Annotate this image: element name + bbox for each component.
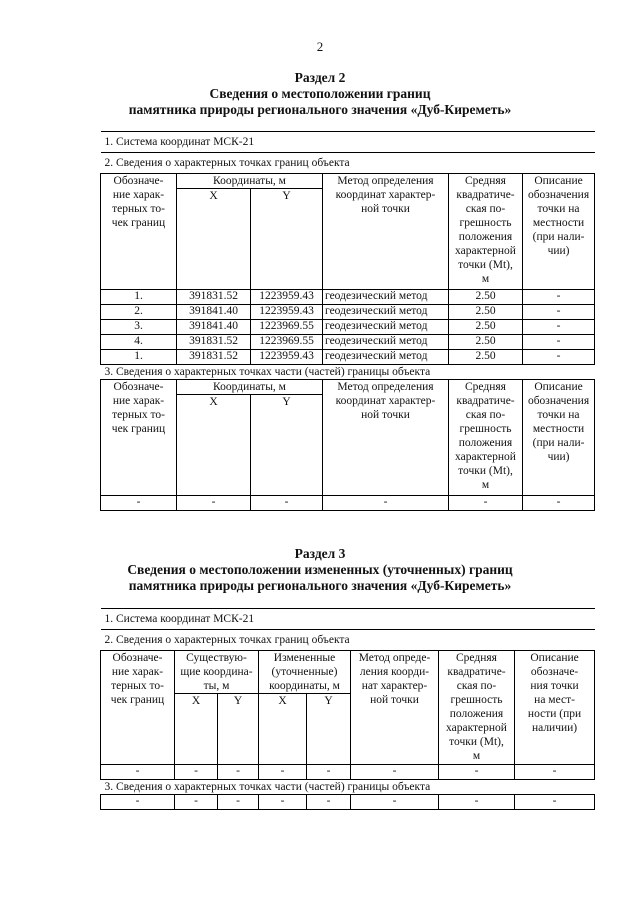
s2-parts-row: 3. Сведения о характерных точках части (частей) границы объекта bbox=[101, 365, 595, 380]
section2-points-table bbox=[100, 131, 595, 511]
s2-coordinates-header: Координаты, м bbox=[177, 174, 323, 189]
section2-heading bbox=[0, 70, 640, 118]
s2-parts-designation-header: Обозначе- ние харак- терных то- чек границ bbox=[101, 380, 177, 496]
s2-error-header: Средняя квадратиче- ская по- грешность положения характерной точки (Mt), м bbox=[449, 174, 523, 290]
table-row: 4. 391831.52 1223969.55 геодезический метод 2.50 - bbox=[101, 335, 595, 350]
section3-title: Раздел 3 bbox=[294, 546, 346, 561]
table-row: - - - - - - bbox=[101, 496, 595, 511]
s3-existing-y-header: Y bbox=[218, 694, 259, 765]
section3-subtitle-1: Сведения о местоположении измененных (уточненных) границ bbox=[127, 562, 513, 577]
s3-changed-x-header: X bbox=[259, 694, 307, 765]
s2-parts-method-header: Метод определения координат характер- ной точки bbox=[323, 380, 449, 496]
s3-points-row: 2. Сведения о характерных точках границ объекта bbox=[101, 630, 595, 651]
s3-description-header: Описание обозначе- ния точки на мест- ности (при наличии) bbox=[515, 651, 595, 765]
s3-existing-x-header: X bbox=[175, 694, 218, 765]
table-row: 2. 391841.40 1223959.43 геодезический метод 2.50 - bbox=[101, 305, 595, 320]
s2-y-header: Y bbox=[251, 189, 323, 290]
section3-points-table bbox=[100, 608, 595, 810]
section3-heading bbox=[0, 546, 640, 594]
s3-changed-y-header: Y bbox=[307, 694, 351, 765]
s2-description-header: Описание обозначения точки на местности (при нали- чии) bbox=[523, 174, 595, 290]
s3-parts-row: 3. Сведения о характерных точках части (частей) границы объекта bbox=[101, 780, 595, 795]
s2-parts-coordinates-header: Координаты, м bbox=[177, 380, 323, 395]
section2-subtitle-1: Сведения о местоположении границ bbox=[209, 86, 431, 101]
s2-parts-y-header: Y bbox=[251, 395, 323, 496]
s3-error-header: Средняя квадратиче- ская по- грешность положения характерной точки (Mt), м bbox=[439, 651, 515, 765]
s3-existing-header: Существую- щие координа- ты, м bbox=[175, 651, 259, 694]
s2-designation-header: Обозначе- ние харак- терных то- чек границ bbox=[101, 174, 177, 290]
s3-system-row: 1. Система координат МСК-21 bbox=[101, 609, 595, 630]
s2-system-row: 1. Система координат МСК-21 bbox=[101, 132, 595, 153]
page-number: 2 bbox=[316, 39, 324, 54]
section3-subtitle-2: памятника природы регионального значения «Дуб-Киреметь» bbox=[128, 578, 512, 593]
s3-changed-header: Измененные (уточненные) координаты, м bbox=[259, 651, 351, 694]
s2-parts-x-header: X bbox=[177, 395, 251, 496]
section2-subtitle-2: памятника природы регионального значения «Дуб-Киреметь» bbox=[128, 102, 512, 117]
s2-points-row: 2. Сведения о характерных точках границ объекта bbox=[101, 153, 595, 174]
s2-x-header: X bbox=[177, 189, 251, 290]
table-row: - - - - - - - - bbox=[101, 795, 595, 810]
s2-parts-error-header: Средняя квадратиче- ская по- грешность положения характерной точки (Mt), м bbox=[449, 380, 523, 496]
table-row: - - - - - - - - bbox=[101, 765, 595, 780]
section2-title: Раздел 2 bbox=[294, 70, 346, 85]
s2-parts-description-header: Описание обозначения точки на местности (при нали- чии) bbox=[523, 380, 595, 496]
s2-method-header: Метод определения координат характер- ной точки bbox=[323, 174, 449, 290]
table-row: 3. 391841.40 1223969.55 геодезический метод 2.50 - bbox=[101, 320, 595, 335]
table-row: 1. 391831.52 1223959.43 геодезический метод 2.50 - bbox=[101, 290, 595, 305]
s3-designation-header: Обозначе- ние харак- терных то- чек границ bbox=[101, 651, 175, 765]
s3-method-header: Метод опреде- ления коорди- нат характер- ной точки bbox=[351, 651, 439, 765]
table-row: 1. 391831.52 1223959.43 геодезический метод 2.50 - bbox=[101, 350, 595, 365]
